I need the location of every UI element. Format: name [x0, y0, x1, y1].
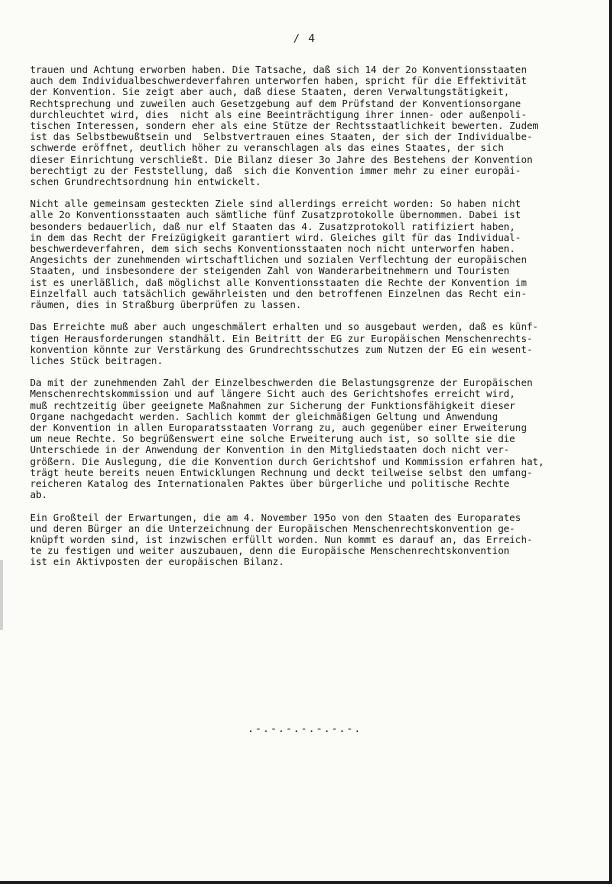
- text-line: Das Erreichte muß aber auch ungeschmälert erhalten und so ausgebaut werden, daß es künf-: [30, 322, 539, 334]
- text-line: Organe nachgedacht werden. Sachlich kommt der gleichmäßigen Geltung und Anwendung: [30, 411, 498, 423]
- text-line: schwerde eröffnet, deutlich höher zu veranschlagen als das eines Staates, der sich: [30, 143, 504, 155]
- text-line: Einzelfall auch tatsächlich gewährleisten und den betroffenen Einzelnen das Recht ein-: [30, 288, 527, 300]
- text-line: tigen Herausforderungen standhält. Ein Beitritt der EG zur Europäischen Menschenrechts-: [30, 333, 533, 345]
- text-line: muß rechtzeitig über geeignete Maßnahmen zur Sicherung der Funktionsfähigkeit dieser: [30, 400, 516, 412]
- text-line: knüpft worden sind, ist inzwischen erfüllt worden. Nun kommt es darauf an, das Erreich-: [30, 534, 533, 546]
- text-line: trägt heute bereits neuen Entwicklungen Rechnung und deckt teilweise selbst den umfang-: [30, 467, 533, 479]
- text-line: ist ein Aktivposten der europäischen Bilanz.: [30, 557, 285, 569]
- end-separator: .-.-.-.-.-.-.-.: [247, 722, 362, 735]
- text-line: dieser Einrichtung verschließt. Die Bilanz dieser 3o Jahre des Bestehens der Konvention: [30, 154, 533, 166]
- text-line: konvention könnte zur Verstärkung des Grundrechtsschutzes zum Nutzen der EG ein wesent-: [30, 344, 533, 356]
- text-line: Staaten, und insbesondere der steigenden Zahl von Wanderarbeitnehmern und Touristen: [30, 266, 510, 278]
- text-line: te zu festigen und weiter auszubauen, denn die Europäische Menschenrechtskonvention: [30, 546, 510, 558]
- text-line: Angesichts der zunehmenden wirtschaftlichen und sozialen Verflechtung der europäischen: [30, 255, 527, 267]
- text-line: und deren Bürger an die Unterzeichnung der Europäischen Menschenrechtskonvention ge-: [30, 523, 516, 535]
- body-text: [30, 65, 590, 580]
- text-line: ist es unerläßlich, daß möglichst alle Konventionsstaaten die Rechte der Konvention im: [30, 277, 527, 289]
- text-line: ist das Selbstbewußtsein und Selbstvertrauen eines Staaten, der sich der Individualbe-: [30, 132, 533, 144]
- paragraph-4: [30, 378, 590, 501]
- page-number: / 4: [293, 32, 316, 45]
- text-line: trauen und Achtung erworben haben. Die Tatsache, daß sich 14 der 2o Konventionsstaaten: [30, 65, 527, 76]
- paragraph-2: [30, 199, 590, 311]
- text-line: Unterschiede in der Anwendung der Konvention in den Mitgliedstaaten doch nicht ver-: [30, 445, 510, 457]
- text-line: besonders bedauerlich, daß nur elf Staaten das 4. Zusatzprotokoll ratifiziert haben,: [30, 221, 516, 233]
- text-line: tischen Interessen, sondern eher als eine Stütze der Rechtsstaatlichkeit bewerten. Zudem: [30, 120, 539, 132]
- text-line: schen Grundrechtsordnung hin entwickelt.: [30, 176, 262, 188]
- paragraph-1: [30, 65, 590, 188]
- paragraph-3: [30, 322, 590, 367]
- text-line: größern. Die Auslegung, die die Konvention durch Gerichtshof und Kommission erfahren hat,: [30, 456, 545, 468]
- text-line: in dem das Recht der Freizügigkeit garantiert wird. Gleiches gilt für das Individual-: [30, 232, 521, 244]
- text-line: durchleuchtet wird, dies nicht als eine Beeinträchtigung ihrer innen- oder außenpoli-: [30, 109, 527, 121]
- text-line: ab.: [30, 490, 48, 502]
- scan-edge-mark: [0, 560, 3, 630]
- text-line: der Konvention. Sie zeigt aber auch, daß diese Staaten, deren Verwaltungstätigkeit,: [30, 87, 510, 99]
- text-line: der Konvention in allen Europaratsstaaten Vorrang zu, auch gegenüber einer Erweiterung: [30, 423, 527, 434]
- text-line: Menschenrechtskommission und auf längere Sicht auch des Gerichtshofes erreicht wird,: [30, 389, 516, 401]
- text-line: Ein Großteil der Erwartungen, die am 4. November 195o von den Staaten des Europarates: [30, 512, 521, 524]
- text-line: auch dem Individualbeschwerdeverfahren unterworfen haben, spricht für die Effektivität: [30, 76, 527, 88]
- text-line: beschwerdeverfahren, dem sich sechs Konventionsstaaten noch nicht unterworfen haben.: [30, 244, 516, 255]
- text-line: räumen, dies in Straßburg überprüfen zu lassen.: [30, 299, 302, 311]
- text-line: liches Stück beitragen.: [30, 355, 163, 367]
- text-line: berechtigt zu der Feststellung, daß sich die Konvention immer mehr zu einer europäi-: [30, 165, 521, 177]
- text-line: Nicht alle gemeinsam gesteckten Ziele sind allerdings erreicht worden: So haben nicht: [30, 199, 521, 211]
- text-line: um neue Rechte. So begrüßenswert eine solche Erweiterung auch ist, so sollte sie die: [30, 434, 516, 446]
- paragraph-5: [30, 513, 590, 569]
- text-line: reicheren Katalog des Internationalen Paktes über bürgerliche und politische Rechte: [30, 478, 510, 490]
- text-line: Da mit der zunehmenden Zahl der Einzelbeschwerden die Belastungsgrenze der Europäischen: [30, 378, 533, 390]
- text-line: Rechtsprechung und zuweilen auch Gesetzgebung auf dem Prüfstand der Konventionsorgane: [30, 98, 521, 110]
- text-line: alle 2o Konventionsstaaten auch sämtliche fünf Zusatzprotokolle übernommen. Dabei ist: [30, 210, 521, 222]
